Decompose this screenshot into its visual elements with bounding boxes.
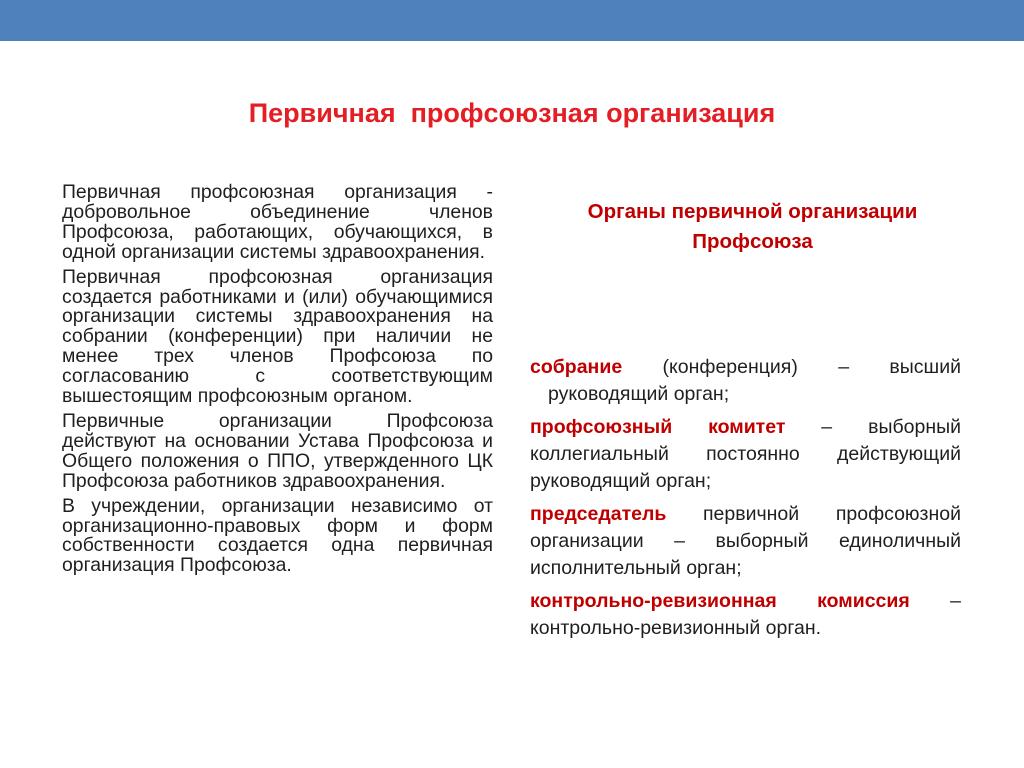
organ-item-committee: [530, 414, 961, 495]
uniqueness-paragraph: В учреждении, организации независимо от организационно-правовых форм и форм собственности создается одна первичная организация Профсоюза.: [62, 494, 493, 577]
organs-heading: Органы первичной организации Профсоюза: [587, 200, 918, 253]
organ-description: – контрольно-ревизионный орган.: [530, 590, 961, 639]
organ-item-assembly: [530, 354, 961, 408]
organ-term: собрание: [530, 356, 623, 378]
organ-item-audit-commission: [530, 588, 961, 642]
organs-list: [530, 354, 961, 642]
organ-description: первичной профсоюзной организации – выборный единоличный исполнительный орган;: [530, 503, 961, 579]
definition-paragraph: Первичная профсоюзная организация - добровольное объединение членов Профсоюза, работающих, обучающихся, в одной организации системы здравоохранения.: [62, 181, 493, 263]
definition-column: [62, 183, 493, 581]
organ-term: профсоюзный комитет: [530, 416, 786, 438]
creation-paragraph: Первичная профсоюзная организация создается работниками и (или) обучающимися организации системы здравоохранения на собрании (конференции) при наличии не менее трех членов Профсоюза по согласованию с соответствующим вышестоящим профсоюзным органом.: [62, 265, 493, 408]
organ-description: – выборный коллегиальный постоянно действующий руководящий орган;: [530, 416, 961, 492]
organs-column: [530, 197, 961, 648]
organ-term: контрольно-ревизионная комиссия: [530, 590, 910, 612]
top-accent-bar: [0, 0, 1024, 41]
slide-title: Первичная профсоюзная организация: [248, 98, 776, 128]
organ-item-chairman: [530, 501, 961, 582]
organ-description: (конференция) – высший руководящий орган;: [548, 356, 961, 405]
basis-paragraph: Первичные организации Профсоюза действуют на основании Устава Профсоюза и Общего положения о ППО, утвержденного ЦК Профсоюза работников здравоохранения.: [62, 409, 493, 492]
organ-term: председатель: [530, 503, 667, 525]
